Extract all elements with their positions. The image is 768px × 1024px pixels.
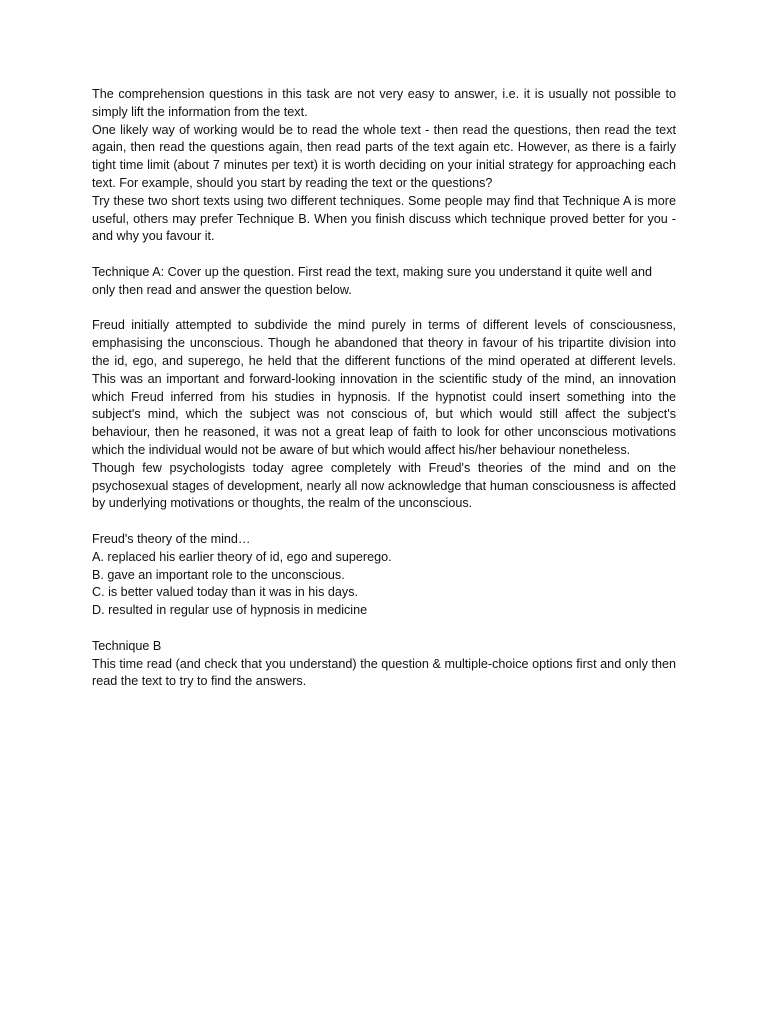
question-option-a: A. replaced his earlier theory of id, ego and superego. — [92, 549, 392, 564]
spacer — [92, 620, 676, 638]
question-option-c: C. is better valued today than it was in his days. — [92, 585, 359, 600]
technique-b-instructions: This time read (and check that you understand) the question & multiple-choice options first and only then read the text to try to find the answers. — [92, 656, 676, 689]
spacer — [92, 300, 676, 318]
question-stem: Freud's theory of the mind… — [92, 531, 251, 546]
intro-paragraph-1: The comprehension questions in this task are not very easy to answer, i.e. it is usually not possible to simply lift the information from the text. — [92, 87, 676, 119]
spacer — [92, 246, 676, 264]
intro-paragraph-2: One likely way of working would be to read the whole text - then read the questions, then read the text again, then read the questions again, then read parts of the text again etc. However, as there is a fairly tight time limit (about 7 minutes per text) it is worth deciding on your initial strategy for approaching each text. For example, should you start by reading the text or the questions? — [92, 122, 676, 190]
technique-a-instructions: Technique A: Cover up the question. First read the text, making sure you understand it quite well and only then read and answer the question below. — [92, 264, 653, 297]
spacer — [92, 513, 676, 531]
passage-paragraph-1: Freud initially attempted to subdivide the mind purely in terms of different levels of consciousness, emphasising the unconscious. Though he abandoned that theory in favour of his tripartite division into the id, ego, and superego, he held that the different functions of the mind operated at different levels. This was an important and forward-looking innovation in the scientific study of the mind, an innovation which Freud inferred from his studies in hypnosis. If the hypnotist could insert something into the subject's mind, which the subject was not conscious of, but which would still affect the subject's behaviour, then he reasoned, it was not a great leap of faith to look for other unconscious motivations which the individual would not be aware of but which would affect his/her behaviour nonetheless. — [92, 318, 676, 457]
intro-paragraph-3: Try these two short texts using two different techniques. Some people may find that Technique A is more useful, others may prefer Technique B. When you finish discuss which technique proved better for you - and why you favour it. — [92, 193, 676, 244]
technique-b-heading: Technique B — [92, 638, 162, 653]
document-page — [92, 86, 676, 691]
question-option-d: D. resulted in regular use of hypnosis in medicine — [92, 603, 368, 618]
passage-paragraph-2: Though few psychologists today agree completely with Freud's theories of the mind and on the psychosexual stages of development, nearly all now acknowledge that human consciousness is affected by underlying motivations or thoughts, the realm of the unconscious. — [92, 460, 676, 511]
question-option-b: B. gave an important role to the unconscious. — [92, 567, 345, 582]
